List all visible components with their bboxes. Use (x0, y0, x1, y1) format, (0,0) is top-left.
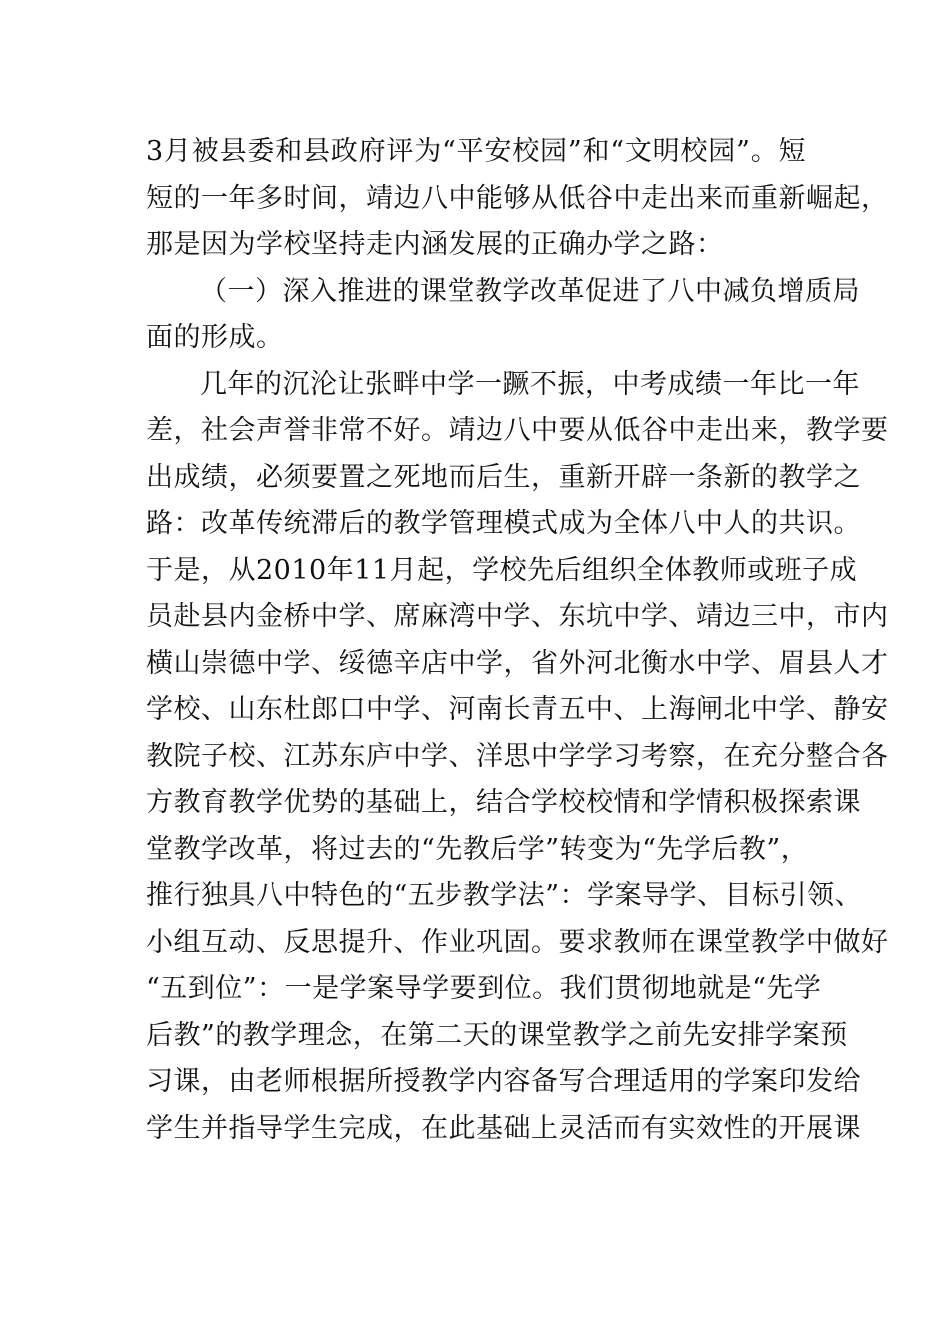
text-line: 教院子校、江苏东庐中学、洋思中学学习考察，在充分整合各 (146, 740, 889, 772)
text-line: 员赴县内金桥中学、席麻湾中学、东坑中学、靖边三中，市内 (146, 601, 889, 632)
text-line: 方教育教学优势的基础上，结合学校校情和学情积极探索课 (146, 787, 861, 818)
text-line: 那是因为学校坚持走内涵发展的正确办学之路： (146, 229, 724, 260)
text-line: 习课，由老师根据所授教学内容备写合理适用的学案印发给 (146, 1066, 861, 1097)
text-line: 学校、山东杜郎口中学、河南长青五中、上海闸北中学、静安 (146, 694, 889, 725)
text-line: “五到位”：一是学案导学要到位。我们贯彻地就是“先学 (146, 973, 822, 1004)
text-line: 差，社会声誉非常不好。靖边八中要从低谷中走出来，教学要 (146, 415, 889, 446)
text-line: 路：改革传统滞后的教学管理模式成为全体八中人的共识。 (146, 508, 861, 539)
text-line: 3月被县委和县政府评为“平安校园”和“文明校园”。短 (146, 136, 806, 167)
text-line: 堂教学改革，将过去的“先教后学”转变为“先学后教”， (146, 833, 809, 865)
body-text (146, 129, 889, 1152)
text-line: 于是，从2010年11月起，学校先后组织全体教师或班子成 (146, 554, 858, 586)
paragraph-first-line: 几年的沉沦让张畔中学一蹶不振，中考成绩一年比一年 (200, 368, 860, 400)
text-line: 学生并指导学生完成，在此基础上灵活而有实效性的开展课 (146, 1112, 861, 1144)
section-heading-line: （一）深入推进的课堂教学改革促进了八中减负增质局 (200, 275, 860, 307)
text-line: 出成绩，必须要置之死地而后生，重新开辟一条新的教学之 (146, 461, 861, 493)
text-line: 后教”的教学理念，在第二天的课堂教学之前先安排学案预 (146, 1019, 848, 1051)
text-line: 小组互动、反思提升、作业巩固。要求教师在课堂教学中做好 (146, 926, 889, 958)
section-heading-line: 面的形成。 (146, 322, 284, 353)
text-line: 推行独具八中特色的“五步教学法”：学案导学、目标引领、 (146, 880, 863, 911)
text-line: 短的一年多时间，靖边八中能够从低谷中走出来而重新崛起， (146, 182, 889, 214)
text-line: 横山崇德中学、绥德辛店中学，省外河北衡水中学、眉县人才 (146, 647, 889, 679)
